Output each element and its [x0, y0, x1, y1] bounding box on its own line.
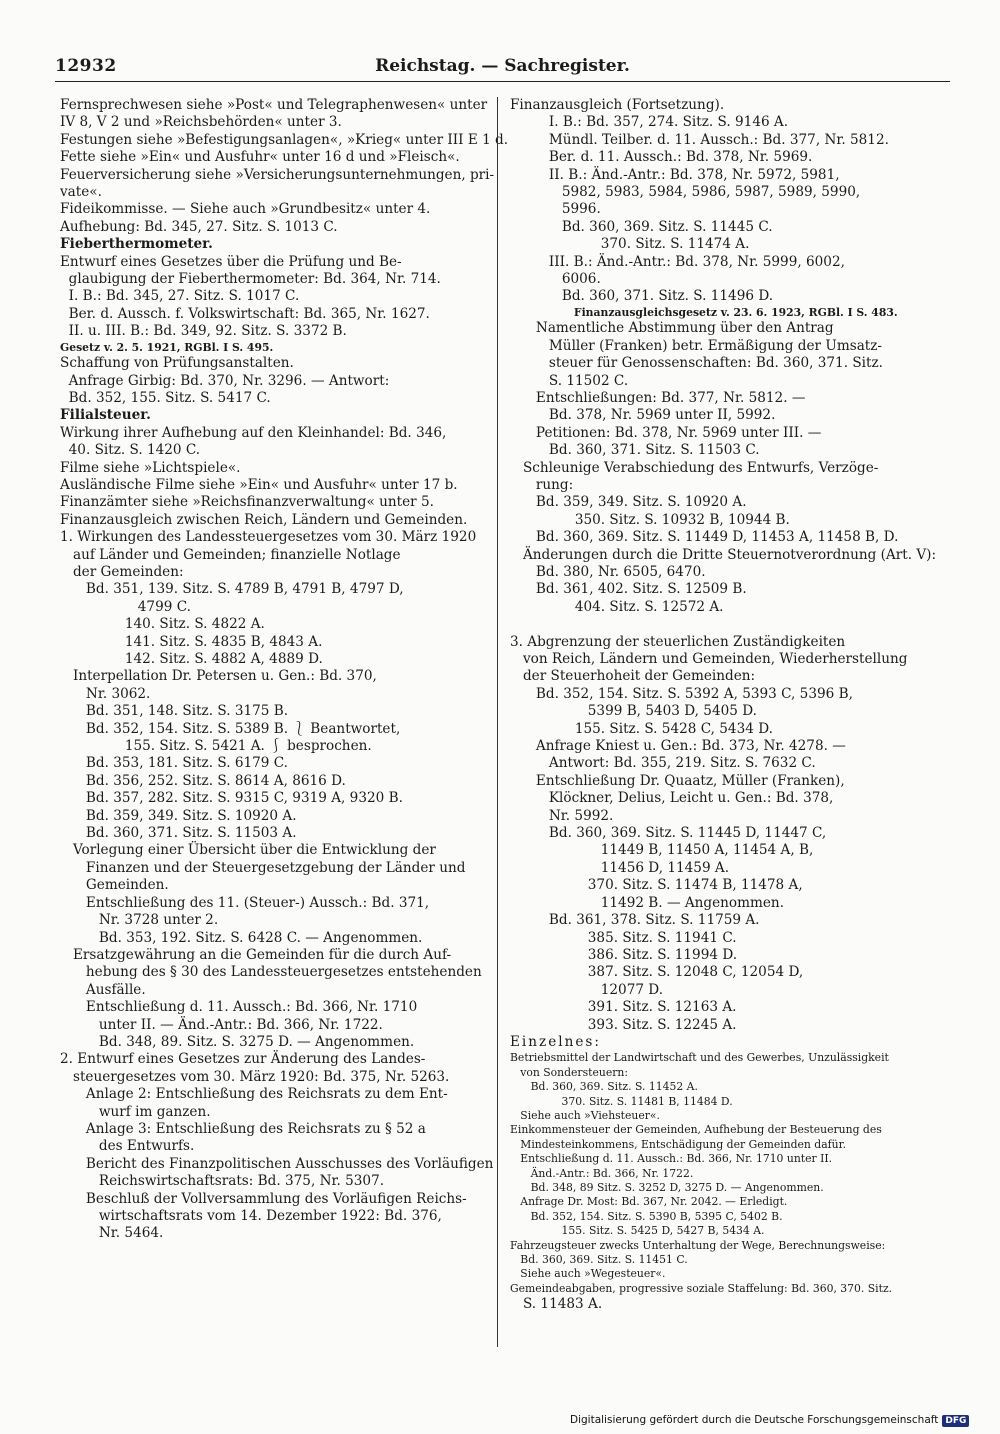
index-line: Einzelnes:	[510, 1033, 601, 1050]
index-line: Bd. 359, 349. Sitz. S. 10920 A.	[60, 807, 297, 824]
index-line: I. B.: Bd. 345, 27. Sitz. S. 1017 C.	[60, 288, 300, 305]
index-line: Änderungen durch die Dritte Steuernotverordnung (Art. V):	[510, 546, 937, 563]
index-line: Wirkung ihrer Aufhebung auf den Kleinhandel: Bd. 346,	[60, 424, 447, 441]
index-line: 155. Sitz. S. 5425 D, 5427 B, 5434 A.	[510, 1224, 765, 1238]
index-line: unter II. — Änd.-Antr.: Bd. 366, Nr. 1722.	[60, 1016, 383, 1033]
index-line: Festungen siehe »Befestigungsanlagen«, »Krieg« unter III E 1 d.	[60, 131, 509, 148]
index-line: Fahrzeugsteuer zwecks Unterhaltung der Wege, Berechnungsweise:	[510, 1238, 886, 1252]
index-line: Entwurf eines Gesetzes über die Prüfung und Be-	[60, 253, 402, 270]
index-line: Fernsprechwesen siehe »Post« und Telegraphenwesen« unter	[60, 97, 488, 113]
index-line: 2. Entwurf eines Gesetzes zur Änderung des Landes-	[60, 1051, 426, 1068]
index-line: Betriebsmittel der Landwirtschaft und des Gewerbes, Unzulässigkeit	[510, 1051, 889, 1065]
index-line: Fette siehe »Ein« und Ausfuhr« unter 16 d und »Fleisch«.	[60, 149, 460, 166]
index-line: III. B.: Änd.-Antr.: Bd. 378, Nr. 5999, 6002,	[510, 253, 845, 270]
index-line: Fieberthermometer.	[60, 236, 213, 253]
index-line: Bd. 352, 154. Sitz. S. 5390 B, 5395 C, 5402 B.	[510, 1209, 783, 1223]
index-line: Ber. d. 11. Aussch.: Bd. 378, Nr. 5969.	[510, 149, 813, 166]
index-line: 370. Sitz. S. 11474 B, 11478 A,	[510, 877, 803, 894]
index-line: Finanzausgleich (Fortsetzung).	[510, 97, 725, 113]
index-line: Bd. 357, 282. Sitz. S. 9315 C, 9319 A, 9320 B.	[60, 790, 403, 807]
index-line: 5982, 5983, 5984, 5986, 5987, 5989, 5990,	[510, 184, 861, 201]
index-line: 140. Sitz. S. 4822 A.	[60, 616, 265, 633]
index-line: Bd. 360, 369. Sitz. S. 11449 D, 11453 A, 11458 B, D.	[510, 529, 899, 546]
index-line: Ausfälle.	[60, 981, 146, 998]
header-rule	[55, 81, 950, 82]
index-line: Filme siehe »Lichtspiele«.	[60, 459, 241, 476]
index-line: Aufhebung: Bd. 345, 27. Sitz. S. 1013 C.	[60, 218, 338, 235]
index-line: Bd. 360, 369. Sitz. S. 11445 C.	[510, 218, 773, 235]
index-line: 393. Sitz. S. 12245 A.	[510, 1016, 737, 1033]
index-line: von Sondersteuern:	[510, 1065, 628, 1079]
index-line: Nr. 3062.	[60, 685, 151, 702]
index-line: Bd. 352, 154. Sitz. S. 5389 B. ⎱ Beantwortet,	[60, 720, 401, 737]
index-line: Beschluß der Vollversammlung des Vorläufigen Reichs-	[60, 1190, 467, 1207]
index-line: Ber. d. Aussch. f. Volkswirtschaft: Bd. 365, Nr. 1627.	[60, 305, 430, 322]
index-line: Bd. 356, 252. Sitz. S. 8614 A, 8616 D.	[60, 772, 346, 789]
index-line: rung:	[510, 476, 574, 493]
index-line: Bd. 351, 139. Sitz. S. 4789 B, 4791 B, 4797 D,	[60, 581, 404, 598]
index-line: Finanzausgleichsgesetz v. 23. 6. 1923, RGBl. I S. 483.	[510, 305, 898, 319]
index-line: Bd. 360, 371. Sitz. S. 11496 D.	[510, 288, 774, 305]
index-line: 141. Sitz. S. 4835 B, 4843 A.	[60, 633, 323, 650]
index-line	[510, 616, 950, 633]
index-line: 386. Sitz. S. 11994 D.	[510, 946, 738, 963]
column-divider	[497, 97, 498, 1347]
index-line: Bd. 360, 371. Sitz. S. 11503 C.	[510, 442, 760, 459]
index-line: Bd. 352, 155. Sitz. S. 5417 C.	[60, 389, 271, 406]
index-line: 142. Sitz. S. 4882 A, 4889 D.	[60, 651, 323, 667]
index-line: steuer für Genossenschaften: Bd. 360, 371. Sitz.	[510, 355, 883, 372]
index-line: der Gemeinden:	[60, 563, 184, 580]
index-line: Bd. 361, 378. Sitz. S. 11759 A.	[510, 912, 760, 929]
index-line: glaubigung der Fieberthermometer: Bd. 364, Nr. 714.	[60, 271, 441, 288]
index-line: Anfrage Girbig: Bd. 370, Nr. 3296. — Antwort:	[60, 372, 390, 389]
index-line: Gemeindeabgaben, progressive soziale Staffelung: Bd. 360, 370. Sitz.	[510, 1281, 893, 1295]
index-line: 12077 D.	[510, 981, 664, 998]
index-line: von Reich, Ländern und Gemeinden, Wiederherstellung	[510, 651, 908, 667]
index-line: Bd. 380, Nr. 6505, 6470.	[510, 563, 706, 580]
page-number: 12932	[55, 56, 117, 76]
index-line: II. B.: Änd.-Antr.: Bd. 378, Nr. 5972, 5981,	[510, 166, 840, 183]
index-line: Schaffung von Prüfungsanstalten.	[60, 355, 294, 372]
index-line: Bd. 360, 369. Sitz. S. 11445 D, 11447 C,	[510, 825, 827, 842]
index-line: 385. Sitz. S. 11941 C.	[510, 929, 737, 946]
index-line: 155. Sitz. S. 5421 A. ⎰ besprochen.	[60, 738, 372, 755]
index-line: vate«.	[60, 184, 102, 201]
index-line: des Entwurfs.	[60, 1138, 195, 1155]
index-line: I. B.: Bd. 357, 274. Sitz. S. 9146 A.	[510, 114, 789, 131]
index-line: Anlage 3: Entschließung des Reichsrats zu § 52 a	[60, 1120, 426, 1137]
index-line: Feuerversicherung siehe »Versicherungsunternehmungen, pri-	[60, 166, 495, 183]
page-header	[55, 56, 950, 82]
index-line: wurf im ganzen.	[60, 1103, 211, 1120]
index-line: Gesetz v. 2. 5. 1921, RGBl. I S. 495.	[60, 340, 274, 354]
index-line: Vorlegung einer Übersicht über die Entwicklung der	[60, 842, 436, 859]
index-line: Anfrage Dr. Most: Bd. 367, Nr. 2042. — Erledigt.	[510, 1195, 788, 1209]
index-line: Anfrage Kniest u. Gen.: Bd. 373, Nr. 4278. —	[510, 738, 846, 755]
index-line: Bd. 353, 181. Sitz. S. 6179 C.	[60, 755, 288, 772]
footer	[570, 1414, 969, 1427]
index-line: 40. Sitz. S. 1420 C.	[60, 442, 201, 459]
index-line: Entschließung Dr. Quaatz, Müller (Franken),	[510, 772, 845, 789]
index-line: Nr. 3728 unter 2.	[60, 912, 219, 929]
index-line: 11456 D, 11459 A.	[510, 859, 730, 876]
index-line: 6006.	[510, 271, 601, 288]
index-line: Anlage 2: Entschließung des Reichsrats zu dem Ent-	[60, 1086, 448, 1103]
index-line: Bd. 348, 89. Sitz. S. 3275 D. — Angenommen.	[60, 1033, 415, 1050]
index-line: 11449 B, 11450 A, 11454 A, B,	[510, 842, 814, 859]
index-line: 350. Sitz. S. 10932 B, 10944 B.	[510, 511, 790, 528]
index-line: Bd. 360, 371. Sitz. S. 11503 A.	[60, 825, 297, 842]
index-line: Nr. 5464.	[60, 1225, 164, 1242]
index-line: Klöckner, Delius, Leicht u. Gen.: Bd. 378,	[510, 790, 834, 807]
index-line: Bd. 359, 349. Sitz. S. 10920 A.	[510, 494, 747, 511]
index-line: Bericht des Finanzpolitischen Ausschusses des Vorläufigen	[60, 1155, 494, 1172]
index-line: 5399 B, 5403 D, 5405 D.	[510, 703, 757, 720]
index-line: hebung des § 30 des Landessteuergesetzes entstehenden	[60, 964, 482, 981]
index-line: steuergesetzes vom 30. März 1920: Bd. 375, Nr. 5263.	[60, 1068, 450, 1085]
index-line: 4799 C.	[60, 598, 191, 615]
index-line: Bd. 352, 154. Sitz. S. 5392 A, 5393 C, 5396 B,	[510, 685, 853, 702]
index-line: II. u. III. B.: Bd. 349, 92. Sitz. S. 3372 B.	[60, 323, 347, 340]
index-line: Filialsteuer.	[60, 407, 151, 424]
index-line: wirtschaftsrats vom 14. Dezember 1922: Bd. 376,	[60, 1208, 442, 1224]
index-line: 3. Abgrenzung der steuerlichen Zuständigkeiten	[510, 633, 846, 650]
right-column	[510, 97, 950, 1314]
index-line: Finanzämter siehe »Reichsfinanzverwaltung« unter 5.	[60, 494, 434, 511]
index-line: 5996.	[510, 201, 601, 218]
index-line: Mindesteinkommens, Entschädigung der Gemeinden dafür.	[510, 1137, 847, 1151]
index-line: Müller (Franken) betr. Ermäßigung der Umsatz-	[510, 337, 883, 354]
index-line: Fideikommisse. — Siehe auch »Grundbesitz« unter 4.	[60, 201, 431, 218]
index-line: auf Länder und Gemeinden; finanzielle Notlage	[60, 546, 401, 563]
index-line: Ausländische Filme siehe »Ein« und Ausfuhr« unter 17 b.	[60, 476, 458, 493]
index-line: Gemeinden.	[60, 877, 169, 894]
index-line: 370. Sitz. S. 11481 B, 11484 D.	[510, 1094, 733, 1108]
index-line: Bd. 351, 148. Sitz. S. 3175 B.	[60, 703, 289, 720]
index-line: Bd. 378, Nr. 5969 unter II, 5992.	[510, 407, 776, 424]
index-line: Finanzausgleich zwischen Reich, Ländern und Gemeinden.	[60, 511, 468, 528]
index-line: S. 11502 C.	[510, 372, 629, 389]
index-line: Antwort: Bd. 355, 219. Sitz. S. 7632 C.	[510, 755, 816, 772]
index-line: Einkommensteuer der Gemeinden, Aufhebung der Besteuerung des	[510, 1123, 882, 1137]
index-line: Petitionen: Bd. 378, Nr. 5969 unter III. —	[510, 424, 822, 441]
index-line: Bd. 353, 192. Sitz. S. 6428 C. — Angenommen.	[60, 929, 423, 946]
index-line: 387. Sitz. S. 12048 C, 12054 D,	[510, 964, 804, 981]
index-line: Entschließungen: Bd. 377, Nr. 5812. —	[510, 389, 806, 406]
left-column	[60, 97, 509, 1243]
index-line: Siehe auch »Wegesteuer«.	[510, 1267, 666, 1281]
index-line: Entschließung des 11. (Steuer-) Aussch.: Bd. 371,	[60, 894, 430, 911]
index-line: Ersatzgewährung an die Gemeinden für die durch Auf-	[60, 946, 452, 963]
index-line: Siehe auch »Viehsteuer«.	[510, 1108, 660, 1122]
index-line: Bd. 360, 369. Sitz. S. 11451 C.	[510, 1253, 688, 1267]
index-line: Änd.-Antr.: Bd. 366, Nr. 1722.	[510, 1166, 694, 1180]
footer-credit: Digitalisierung gefördert durch die Deutsche Forschungsgemeinschaft	[570, 1414, 939, 1426]
index-line: der Steuerhoheit der Gemeinden:	[510, 668, 756, 685]
index-line: Reichswirtschaftsrats: Bd. 375, Nr. 5307.	[60, 1173, 385, 1190]
index-line: Interpellation Dr. Petersen u. Gen.: Bd. 370,	[60, 668, 377, 685]
index-line: Mündl. Teilber. d. 11. Aussch.: Bd. 377, Nr. 5812.	[510, 131, 889, 148]
dfg-logo: DFG	[942, 1415, 969, 1427]
page-title: Reichstag. — Sachregister.	[375, 56, 630, 76]
index-line: Entschließung d. 11. Aussch.: Bd. 366, Nr. 1710 unter II.	[510, 1152, 833, 1166]
index-line: Namentliche Abstimmung über den Antrag	[510, 320, 834, 337]
index-line: 370. Sitz. S. 11474 A.	[510, 236, 750, 253]
index-line: 155. Sitz. S. 5428 C, 5434 D.	[510, 720, 773, 737]
index-line: 1. Wirkungen des Landessteuergesetzes vom 30. März 1920	[60, 529, 477, 546]
index-line: Bd. 348, 89 Sitz. S. 3252 D, 3275 D. — Angenommen.	[510, 1181, 824, 1194]
index-line: Finanzen und der Steuergesetzgebung der Länder und	[60, 859, 466, 876]
index-line: 11492 B. — Angenommen.	[510, 894, 785, 911]
index-line: Schleunige Verabschiedung des Entwurfs, Verzöge-	[510, 459, 879, 476]
index-line: Entschließung d. 11. Aussch.: Bd. 366, Nr. 1710	[60, 999, 418, 1016]
index-line: Nr. 5992.	[510, 807, 614, 824]
index-line: Bd. 361, 402. Sitz. S. 12509 B.	[510, 581, 747, 598]
index-line: 404. Sitz. S. 12572 A.	[510, 598, 724, 615]
index-line: Bd. 360, 369. Sitz. S. 11452 A.	[510, 1080, 698, 1094]
index-line: IV 8, V 2 und »Reichsbehörden« unter 3.	[60, 114, 342, 131]
index-line: S. 11483 A.	[510, 1296, 603, 1313]
index-line: 391. Sitz. S. 12163 A.	[510, 999, 737, 1016]
